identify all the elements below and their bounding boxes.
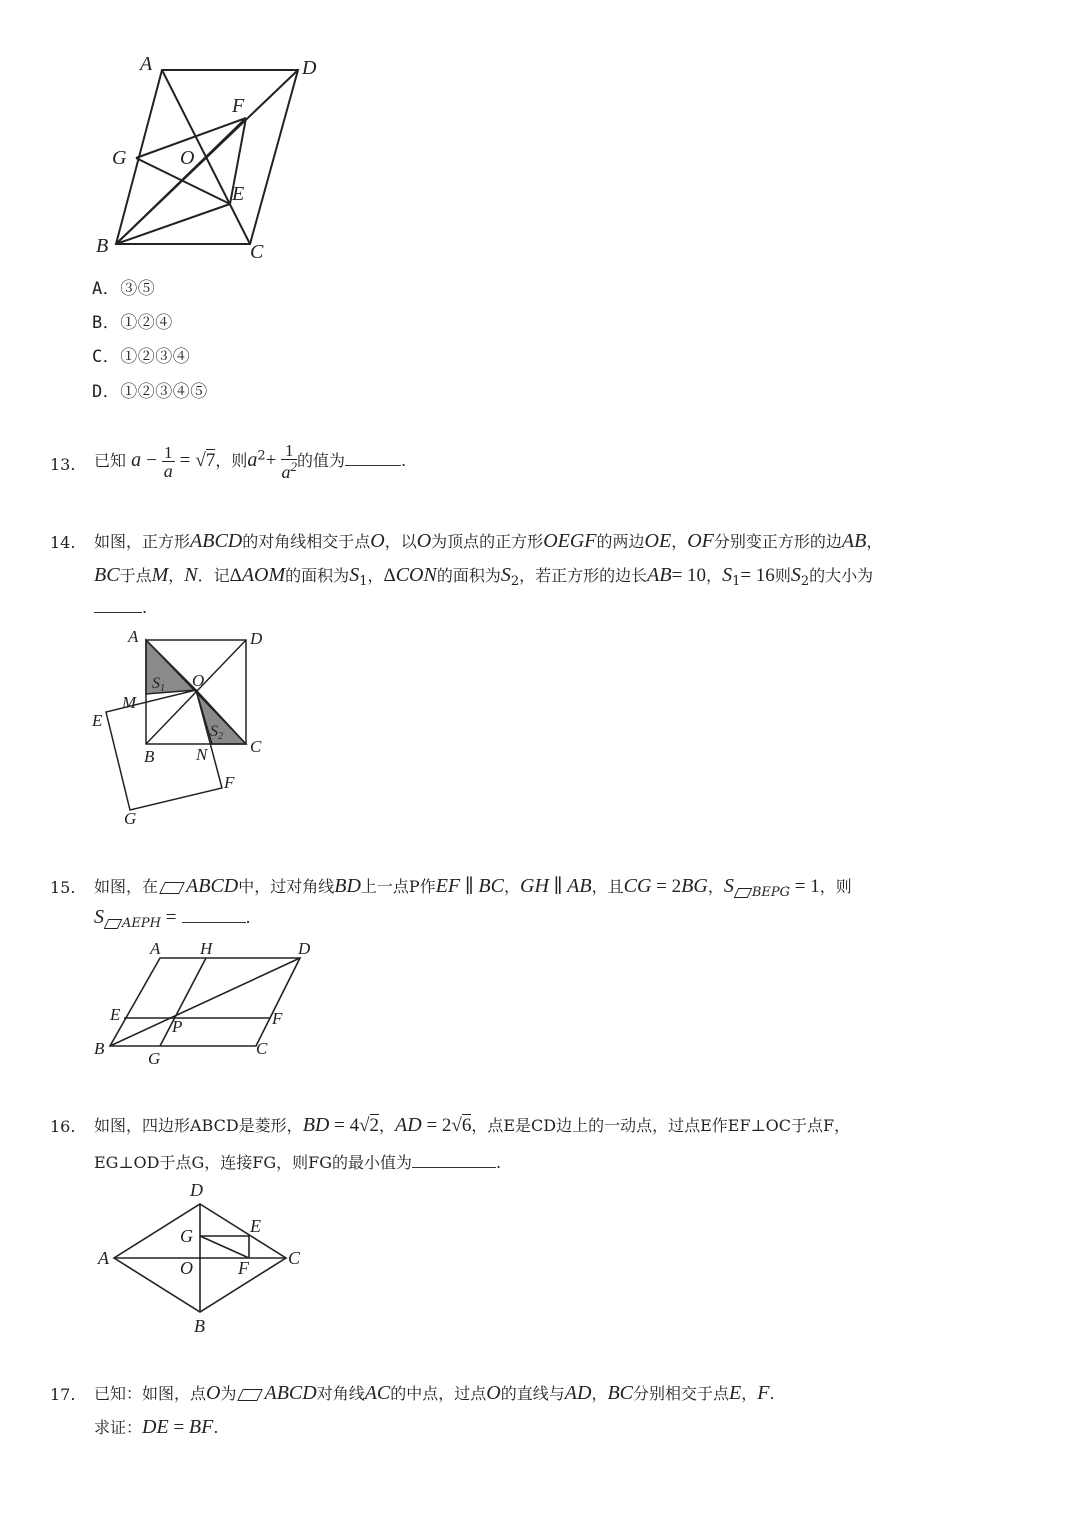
q14-comma-1: ， [671,532,688,551]
label-c: C [250,737,262,756]
q13-text-3: 的值为 [296,451,345,470]
label-h: H [200,939,213,958]
option-d: D．①②③④⑤ [92,382,208,402]
q14-answer-blank [94,612,142,613]
q15-eq1: = 1 [790,876,820,897]
label-b: B [94,1039,105,1058]
option-b: B．①②④ [92,313,173,333]
q13-sup2: 2 [257,448,266,464]
q15-bepg: BEPG [751,885,791,901]
q17-text-a: 已知：如图，点 [94,1384,207,1403]
q14-eq10: = 10 [671,565,707,586]
label-g: G [180,1226,193,1246]
label-b: B [96,235,109,257]
question-15-line-2 [94,906,251,931]
question-13-text [94,442,406,481]
q13-frac2-den [281,460,297,481]
q13-end: . [400,451,407,470]
q17-comma-2: ， [741,1384,758,1403]
question-16-line-1 [94,1113,850,1137]
figure-q12-svg [90,48,340,268]
q17-text-e: 的直线与 [500,1384,565,1403]
q15-text-a: 如图，在 [94,877,159,896]
q15-s-sub [734,885,790,900]
q15-bg: BG [681,875,708,897]
q13-var-a2: a [247,449,258,471]
figure-q16-svg [94,1178,314,1338]
q14-text-a: 如图，正方形 [94,532,191,551]
question-14-line-1 [94,529,882,553]
q13-frac2-den-a: a [281,462,291,482]
q17-o2: O [486,1382,501,1404]
q15-comma-2: ， [707,877,724,896]
segment-be [116,204,230,244]
q15-bd: BD [334,875,361,897]
q14-n: N [184,564,198,586]
q13-equals: = [179,450,191,471]
q14-text-e: 的两边 [596,532,645,551]
label-c: C [256,1039,268,1058]
question-13-number: 13. [50,455,76,474]
q13-frac2-den-sup: 2 [290,459,297,474]
q17-ad: AD [564,1382,592,1404]
segment-bf [116,118,246,244]
q14-eq16: = 16 [740,565,775,586]
q17-text-b: 为 [220,1384,237,1403]
q16-answer-blank [412,1167,496,1168]
label-o: O [180,1258,193,1278]
question-16-line-2 [94,1150,501,1173]
q13-answer-blank [345,465,401,466]
q16-ad: AD [395,1114,422,1136]
label-b: B [194,1316,205,1336]
q16-text-c: EG⊥OD于点G，连接FG，则FG的最小值为 [94,1153,413,1172]
q14-text-k: ，若正方形的边长 [519,566,648,585]
q16-text-a: 如图，四边形ABCD是菱形， [94,1116,303,1135]
q13-plus: + [265,450,277,471]
q14-bc: BC [94,564,120,586]
q15-text-d: ，且 [591,877,624,896]
figure-q12-parallelogram [90,48,340,268]
q14-text-m: 的大小为 [809,566,874,585]
q15-aeph: AEPH [122,916,161,932]
question-17-line-1 [94,1381,775,1405]
option-a: A．③⑤ [92,279,156,299]
q14-comma-5: ， [706,566,723,585]
q15-cg: CG [623,875,652,897]
q13-fraction-2 [281,442,297,481]
label-e: E [232,183,245,205]
q14-comma-2: ， [866,532,883,551]
q14-end: . [142,598,148,617]
q14-o1: O [370,530,385,552]
parallelogram-symbol-q17 [238,1389,264,1401]
q17-text-f: 分别相交于点 [633,1384,730,1403]
q15-end: . [245,908,251,927]
q16-sqrt6: √6 [451,1115,472,1136]
label-n: N [196,745,208,764]
q17-ac: AC [364,1382,391,1404]
q17-de: DE [142,1416,169,1438]
label-a: A [128,627,139,646]
label-d: D [190,1180,203,1200]
label-a: A [140,53,153,75]
q15-text-b: 中，过对角线 [238,877,335,896]
q15-parallel-2: ∥ [548,876,568,897]
q15-gh: GH [520,875,549,897]
q13-var-a: a [131,449,142,471]
diagonal-bd [110,958,300,1046]
segment-fg [200,1236,249,1258]
q17-comma-1: ， [591,1384,608,1403]
label-g: G [112,147,127,169]
q15-text-e: ，则 [819,877,852,896]
q16-bd: BD [302,1114,330,1136]
q14-oe: OE [644,530,672,552]
label-f: F [272,1009,283,1028]
figure-q14-squares [86,624,286,834]
label-m: M [122,693,137,712]
label-f: F [232,95,245,117]
question-15-number: 15. [50,878,76,897]
q14-ab: AB [841,530,867,552]
q14-text-i: 的面积为 [285,566,350,585]
label-s2-sub: 2 [218,731,223,742]
label-g: G [124,809,137,828]
label-e: E [92,711,103,730]
q13-minus: − [146,450,157,471]
question-17-number: 17. [50,1385,76,1404]
label-d: D [250,629,263,648]
q15-comma-1: ， [503,877,520,896]
label-f: F [238,1258,249,1278]
q15-s2: S [94,906,104,928]
q17-text-d: 的中点，过点 [390,1384,487,1403]
q17-e: E [729,1382,742,1404]
question-17-line-2 [94,1415,218,1439]
label-s1-letter: S [152,675,160,692]
label-g: G [148,1049,161,1068]
label-s2-letter: S [210,723,218,740]
q14-text-j: 的面积为 [436,566,501,585]
figure-q15-lines [110,958,300,1046]
q17-text-c: 对角线 [316,1384,365,1403]
label-d: D [302,57,317,79]
label-f: F [224,773,235,792]
figure-q14-svg [86,624,286,834]
q14-s1: S [349,564,360,586]
q14-text-h: ．记 [197,566,230,585]
label-e: E [110,1005,121,1024]
q14-text-d: 为顶点的正方形 [431,532,544,551]
q15-s: S [723,875,734,897]
q16-text-b: ，点E是CD边上的一动点，过点E作EF⊥OC于点F， [471,1116,851,1135]
figure-q15-parallelogram [90,934,330,1069]
q14-s2b-sub: 2 [800,574,810,590]
q13-sqrt7-radicand: 7 [205,450,216,471]
parallelogram-symbol [159,882,185,894]
label-b: B [144,747,155,766]
q14-triangle-2: Δ [383,565,396,586]
q13-frac1-den: a [163,460,173,481]
q17-abcd: ABCD [264,1382,317,1404]
q14-oegf: OEGF [543,530,597,552]
q14-s2: S [500,564,511,586]
q17-end-1: . [769,1384,775,1403]
option-c: C．①②③④ [92,347,191,367]
q14-comma-3: ， [168,566,185,585]
q13-text-1: 已知 [94,451,127,470]
q17-bc: BC [607,1382,634,1404]
q14-o2: O [416,530,432,552]
parallelogram-symbol-small [733,888,752,898]
q14-ab2: AB [647,564,672,586]
q14-text-b: 的对角线相交于点 [242,532,371,551]
q14-s1b-sub: 1 [732,574,741,590]
q14-s2b: S [790,564,801,586]
q17-bf: BF [188,1416,214,1438]
q16-eq1: = 4 [329,1115,360,1136]
q15-answer-blank [182,922,246,923]
question-15-line-1 [94,874,852,900]
label-c: C [288,1248,301,1268]
q14-text-l: 则 [774,566,791,585]
q15-abcd: ABCD [186,875,239,897]
q14-triangle-1: Δ [229,565,242,586]
q16-sqrt2: √2 [359,1115,380,1136]
q14-s1b: S [722,564,733,586]
q13-frac2-num: 1 [281,442,297,460]
q15-ef: EF [435,875,461,897]
label-a: A [150,939,161,958]
q16-comma-1: ， [379,1116,396,1135]
label-o: O [192,671,205,690]
q14-text-c: ，以 [384,532,417,551]
q17-text-g: 求证： [94,1418,143,1437]
label-d: D [298,939,311,958]
q15-s2-sub [104,916,161,931]
label-c: C [250,241,264,263]
q13-text-2: ，则 [215,451,248,470]
q17-end-2: . [213,1418,219,1437]
parallelogram-symbol-small-2 [104,919,123,929]
q15-text-c: 上一点P作 [360,877,436,896]
q14-s2-sub: 2 [510,574,520,590]
figure-q15-svg [90,934,330,1069]
q17-o1: O [206,1382,221,1404]
question-16-number: 16. [50,1117,76,1136]
q15-eq2: = 2 [651,876,682,897]
label-o: O [180,147,195,169]
label-e: E [250,1216,261,1236]
question-14-line-3 [94,598,147,617]
question-14-line-2 [94,563,873,589]
q15-parallel-1: ∥ [460,876,479,897]
q14-s1-sub: 1 [359,574,368,590]
label-a: A [98,1248,109,1268]
q14-text-g: 于点 [119,566,152,585]
q14-abcd: ABCD [190,530,243,552]
q13-sqrt7: √7 [195,450,216,471]
q14-text-f: 分别变正方形的边 [713,532,842,551]
question-14-number: 14. [50,533,76,552]
segment-gh [160,958,206,1046]
q16-end: . [496,1153,502,1172]
q14-of: OF [687,530,714,552]
figure-q16-rhombus [94,1178,314,1338]
q14-con: CON [395,564,437,586]
q15-ab: AB [567,875,592,897]
label-s1-sub: 1 [160,683,165,694]
q13-frac1-num: 1 [164,442,173,462]
q15-bc: BC [478,875,504,897]
figure-q12-lines [116,70,298,244]
q14-aom: AOM [241,564,286,586]
q17-f: F [757,1382,770,1404]
q13-fraction-1 [162,444,175,480]
q14-m: M [151,564,169,586]
q16-sqrt6-radicand: 6 [461,1115,472,1136]
q16-eq2: = 2 [421,1115,452,1136]
q17-eq: = [168,1417,189,1438]
q15-eq: = [160,907,177,928]
label-p: P [172,1017,183,1036]
q16-sqrt2-radicand: 2 [369,1115,380,1136]
q14-comma-4: ， [367,566,384,585]
